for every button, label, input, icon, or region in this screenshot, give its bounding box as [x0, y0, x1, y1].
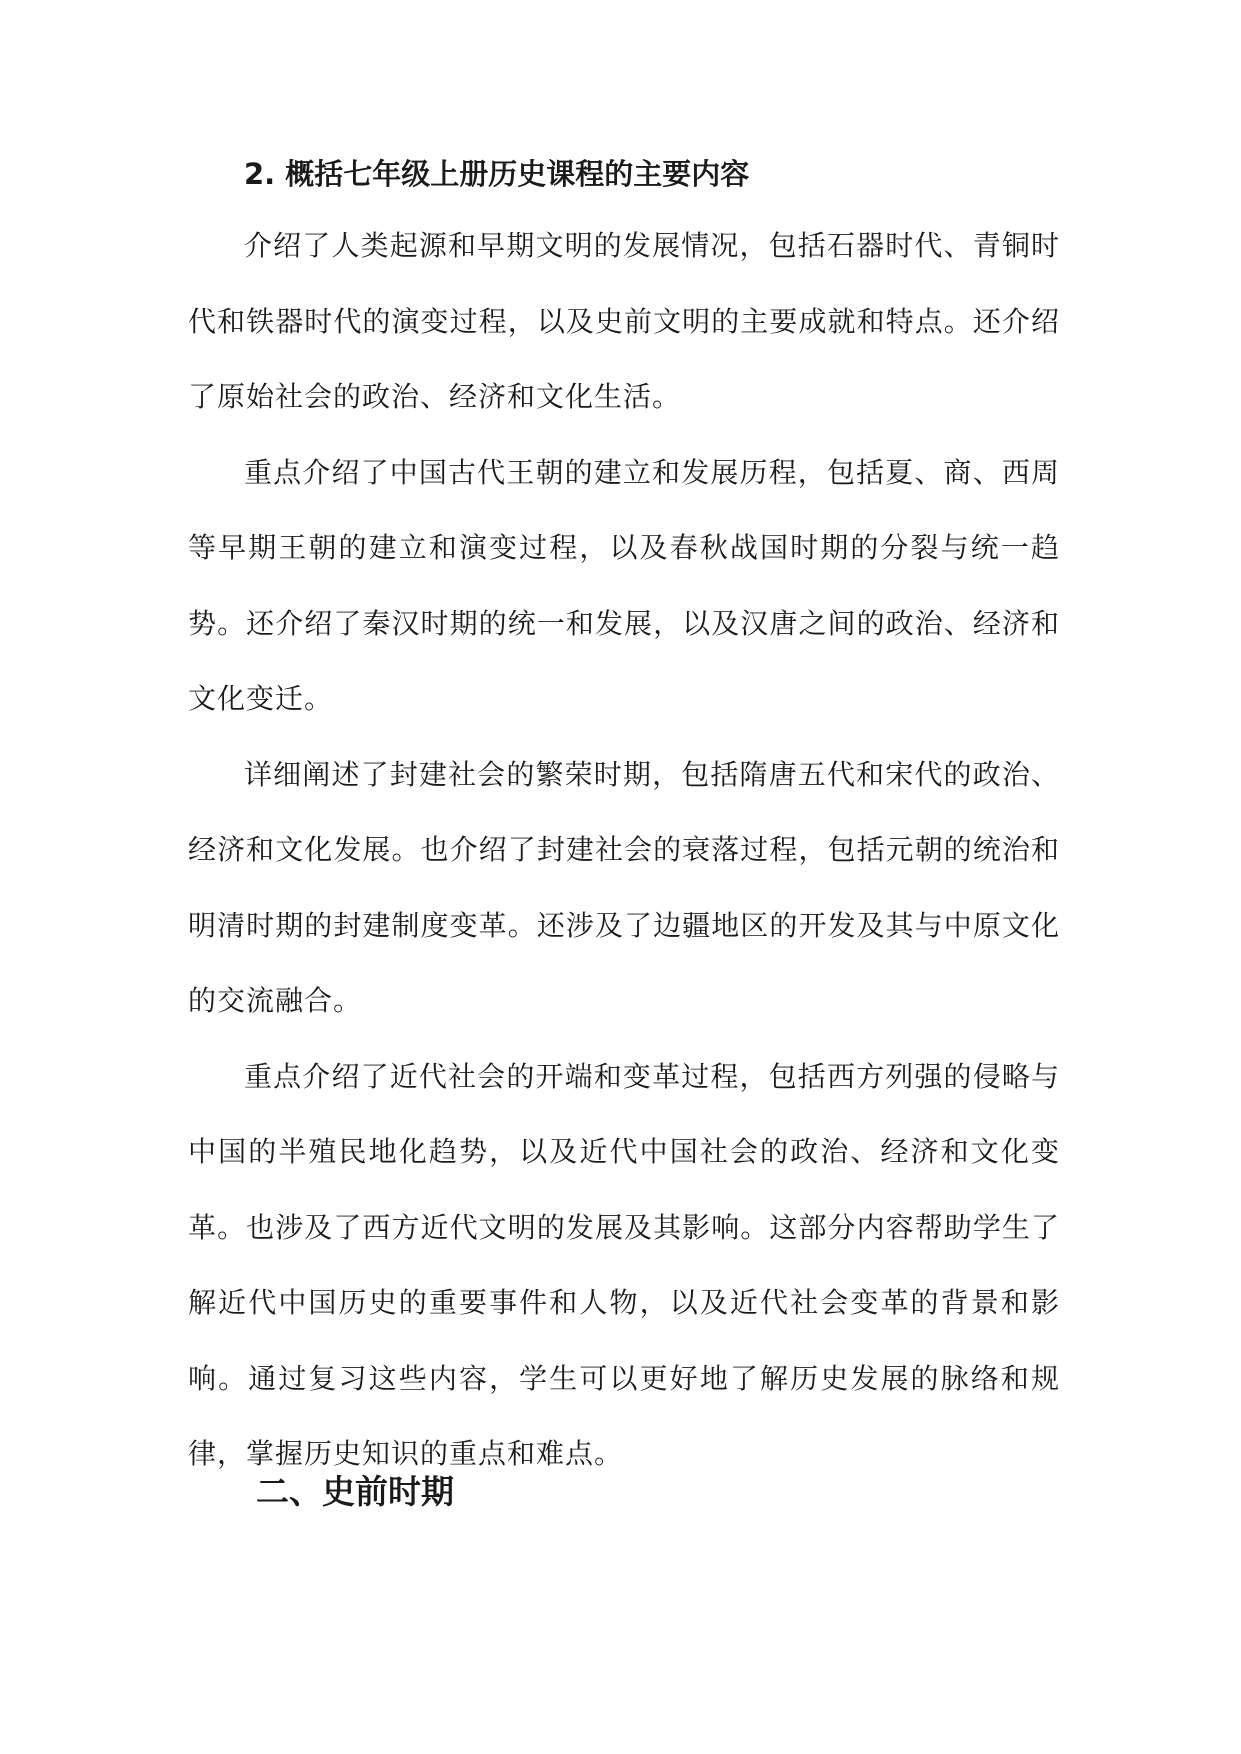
paragraph-modern-society: 重点介绍了近代社会的开端和变革过程，包括西方列强的侵略与中国的半殖民地化趋势，以及近代中国社会的政治、经济和文化变革。也涉及了西方近代文明的发展及其影响。这部分内容帮助学生了解近代中国历史的重要事件和人物，以及近代社会变革的背景和影响。通过复习这些内容，学生可以更好地了解历史发展的脉络和规律，掌握历史知识的重点和难点。	[188, 1059, 1060, 1470]
section-heading: 二、史前时期	[256, 1472, 454, 1511]
document-body	[188, 140, 1060, 1492]
subheading: 2. 概括七年级上册历史课程的主要内容	[244, 157, 750, 191]
paragraph-ancient-dynasties: 重点介绍了中国古代王朝的建立和发展历程，包括夏、商、西周等早期王朝的建立和演变过程，以及春秋战国时期的分裂与统一趋势。还介绍了秦汉时期的统一和发展，以及汉唐之间的政治、经济和文化变迁。	[188, 455, 1060, 715]
paragraph-prehistory: 介绍了人类起源和早期文明的发展情况，包括石器时代、青铜时代和铁器时代的演变过程，以及史前文明的主要成就和特点。还介绍了原始社会的政治、经济和文化生活。	[188, 229, 1060, 413]
paragraph-feudal-society: 详细阐述了封建社会的繁荣时期，包括隋唐五代和宋代的政治、经济和文化发展。也介绍了封建社会的衰落过程，包括元朝的统治和明清时期的封建制度变革。还涉及了边疆地区的开发及其与中原文化的交流融合。	[188, 757, 1060, 1017]
